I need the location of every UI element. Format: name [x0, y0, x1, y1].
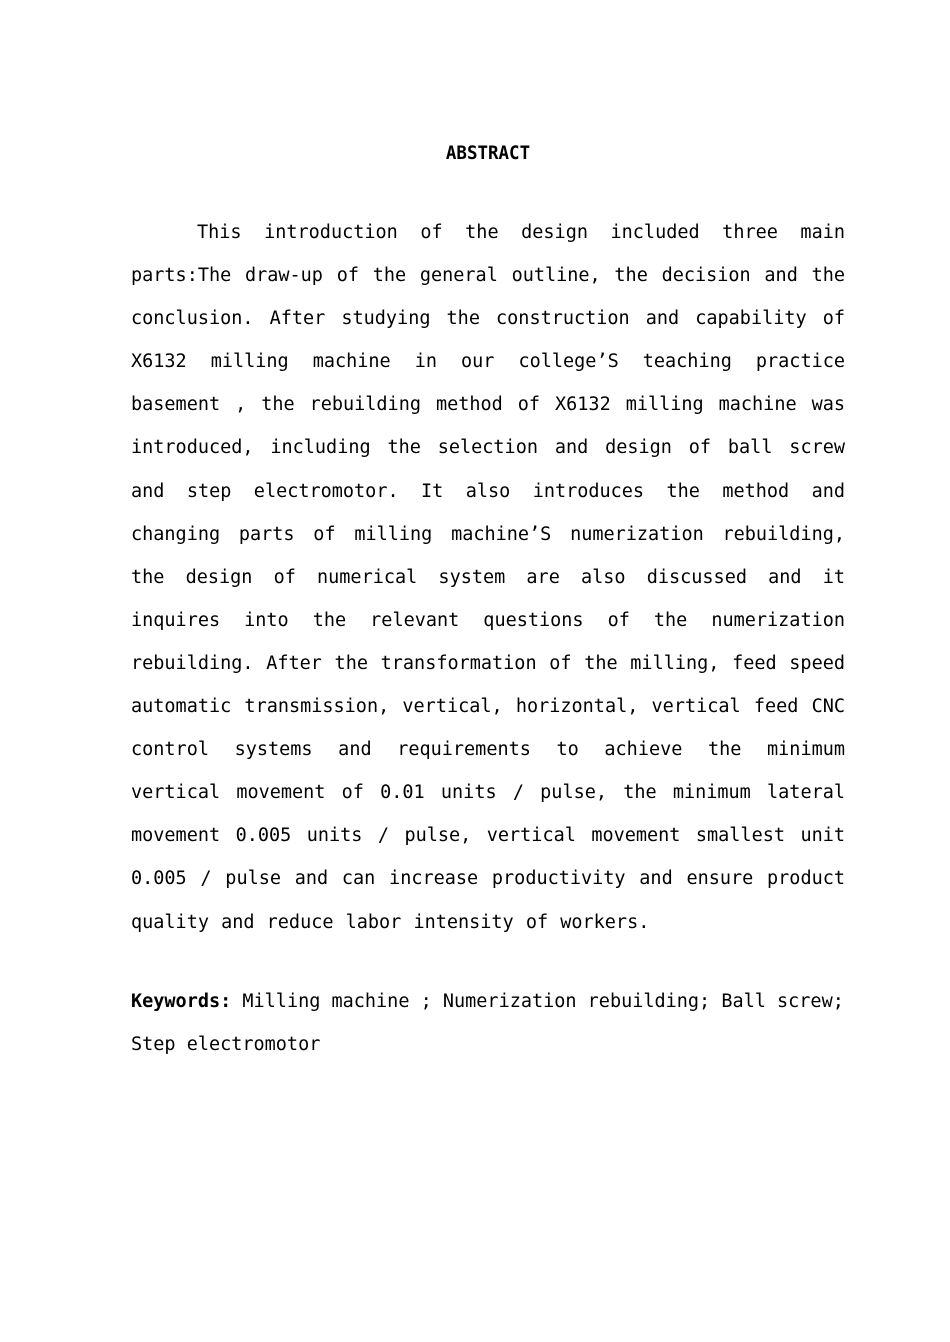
- abstract-body: This introduction of the design included three main parts:The draw-up of the general outline, the decision and the conclusion. After studying the construction and capability of X6132 milling machine in our college’S teaching practice basement , the rebuilding method of X6132 milling machine was introduced, including the selection and design of ball screw and step electromotor. It also introduces the method and changing parts of milling machine’S numerization rebuilding, the design of numerical system are also discussed and it inquires into the relevant questions of the numerization rebuilding. After the transformation of the milling, feed speed automatic transmission, vertical, horizontal, vertical feed CNC control systems and requirements to achieve the minimum vertical movement of 0.01 units / pulse, the minimum lateral movement 0.005 units / pulse, vertical movement smallest unit 0.005 / pulse and can increase productivity and ensure product quality and reduce labor intensity of workers.: [131, 222, 845, 933]
- keywords-line: [131, 980, 845, 1066]
- keywords-text: Milling machine ; Numerization rebuilding; Ball screw; Step electromotor: [131, 991, 844, 1056]
- keywords-label: Keywords:: [131, 991, 232, 1012]
- abstract-title: ABSTRACT: [445, 142, 531, 164]
